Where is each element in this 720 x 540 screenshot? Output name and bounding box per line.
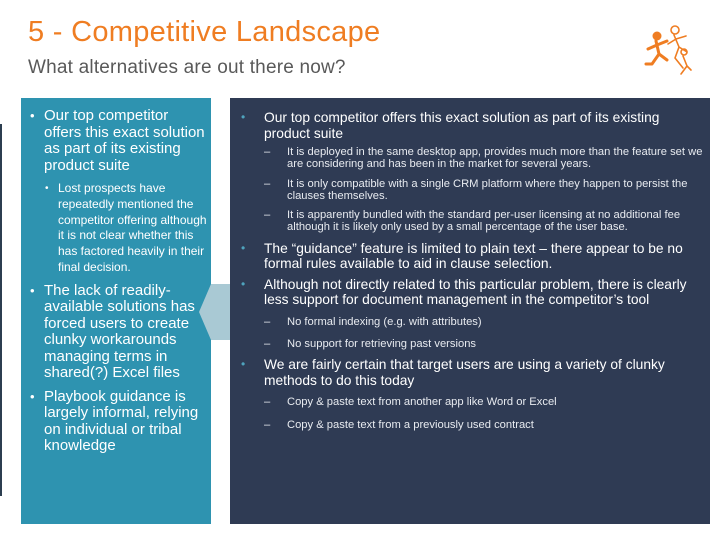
right-sub-bullet (244, 316, 706, 328)
right-bullet-text: The “guidance” feature is limited to plain text – there appear to be no formal rules available to aid in clause selection. (264, 240, 683, 272)
bullet-icon: • (241, 276, 246, 291)
right-sub-bullet (244, 338, 706, 350)
dash-icon: – (264, 338, 271, 351)
left-bullet-3 (28, 389, 209, 455)
right-sub-bullet (244, 396, 706, 408)
dash-icon: – (264, 209, 271, 222)
bullet-icon: • (30, 108, 35, 123)
right-sub-bullet-text: It is apparently bundled with the standard per-user licensing at no additional fee although it is likely only used by a small percentage of the user base. (287, 209, 681, 234)
right-sub-bullet (244, 146, 706, 171)
dash-icon: – (264, 315, 271, 328)
dash-icon: – (264, 146, 271, 158)
dash-icon: – (264, 177, 271, 190)
left-bullet-text: Playbook guidance is largely informal, relying on individual or tribal knowledge (44, 387, 199, 455)
right-bullet-text: Our top competitor offers this exact solution as part of its existing product suite (264, 110, 660, 141)
left-bullet-1 (28, 108, 209, 174)
right-bullet-3 (241, 276, 706, 308)
right-sub-bullet-text: It is deployed in the same desktop app, provides much more than the feature set we are considering and has been in the market for several years. (287, 146, 703, 171)
dash-icon: – (264, 396, 271, 409)
right-bullet-2 (241, 240, 706, 272)
right-sub-bullet-text: No support for retrieving past versions (287, 338, 477, 351)
bullet-icon: • (30, 388, 35, 404)
right-bullet-text: We are fairly certain that target users are using a variety of clunky methods to do this today (264, 357, 665, 388)
bullet-icon: • (241, 357, 246, 372)
slide-subtitle: What alternatives are out there now? (28, 57, 346, 78)
right-sub-bullet-text: Copy & paste text from a previously used contract (287, 418, 534, 431)
right-bullet-text: Although not directly related to this particular problem, there is clearly less support for document management in the competitor’s tool (264, 276, 687, 308)
running-figures-logo-icon (643, 22, 693, 78)
right-sub-bullet (244, 178, 706, 203)
left-sub-bullet-1 (45, 181, 209, 276)
right-sub-bullet (244, 419, 706, 431)
left-bullet-text: The lack of readily-available solutions has forced users to create clunky workarounds managing terms in shared(?) Excel files (44, 281, 195, 382)
left-edge-rule (0, 124, 2, 496)
left-summary-panel (21, 98, 211, 524)
panel-connector-arrow (199, 284, 233, 340)
bullet-icon: • (241, 240, 246, 255)
left-sub-bullet-text: Lost prospects have repeatedly mentioned the competitor offering although it is not clear whether this has factored heavily in their final decision. (58, 181, 207, 274)
right-bullet-1 (241, 110, 706, 141)
bullet-icon: • (45, 183, 49, 194)
right-sub-bullet (244, 209, 706, 234)
bullet-icon: • (30, 282, 35, 298)
right-sub-bullet-text: No formal indexing (e.g. with attributes) (287, 315, 482, 328)
left-bullet-text: Our top competitor offers this exact solution as part of its existing product suite (44, 107, 205, 174)
dash-icon: – (264, 418, 271, 431)
right-sub-bullet-text: Copy & paste text from another app like Word or Excel (287, 396, 557, 409)
left-bullet-2 (28, 283, 209, 382)
right-detail-panel (230, 98, 710, 524)
slide-title: 5 - Competitive Landscape (28, 16, 381, 48)
right-sub-bullet-text: It is only compatible with a single CRM platform where they happen to persist the clauses themselves. (287, 177, 688, 202)
bullet-icon: • (241, 110, 246, 124)
right-bullet-4 (241, 357, 706, 388)
